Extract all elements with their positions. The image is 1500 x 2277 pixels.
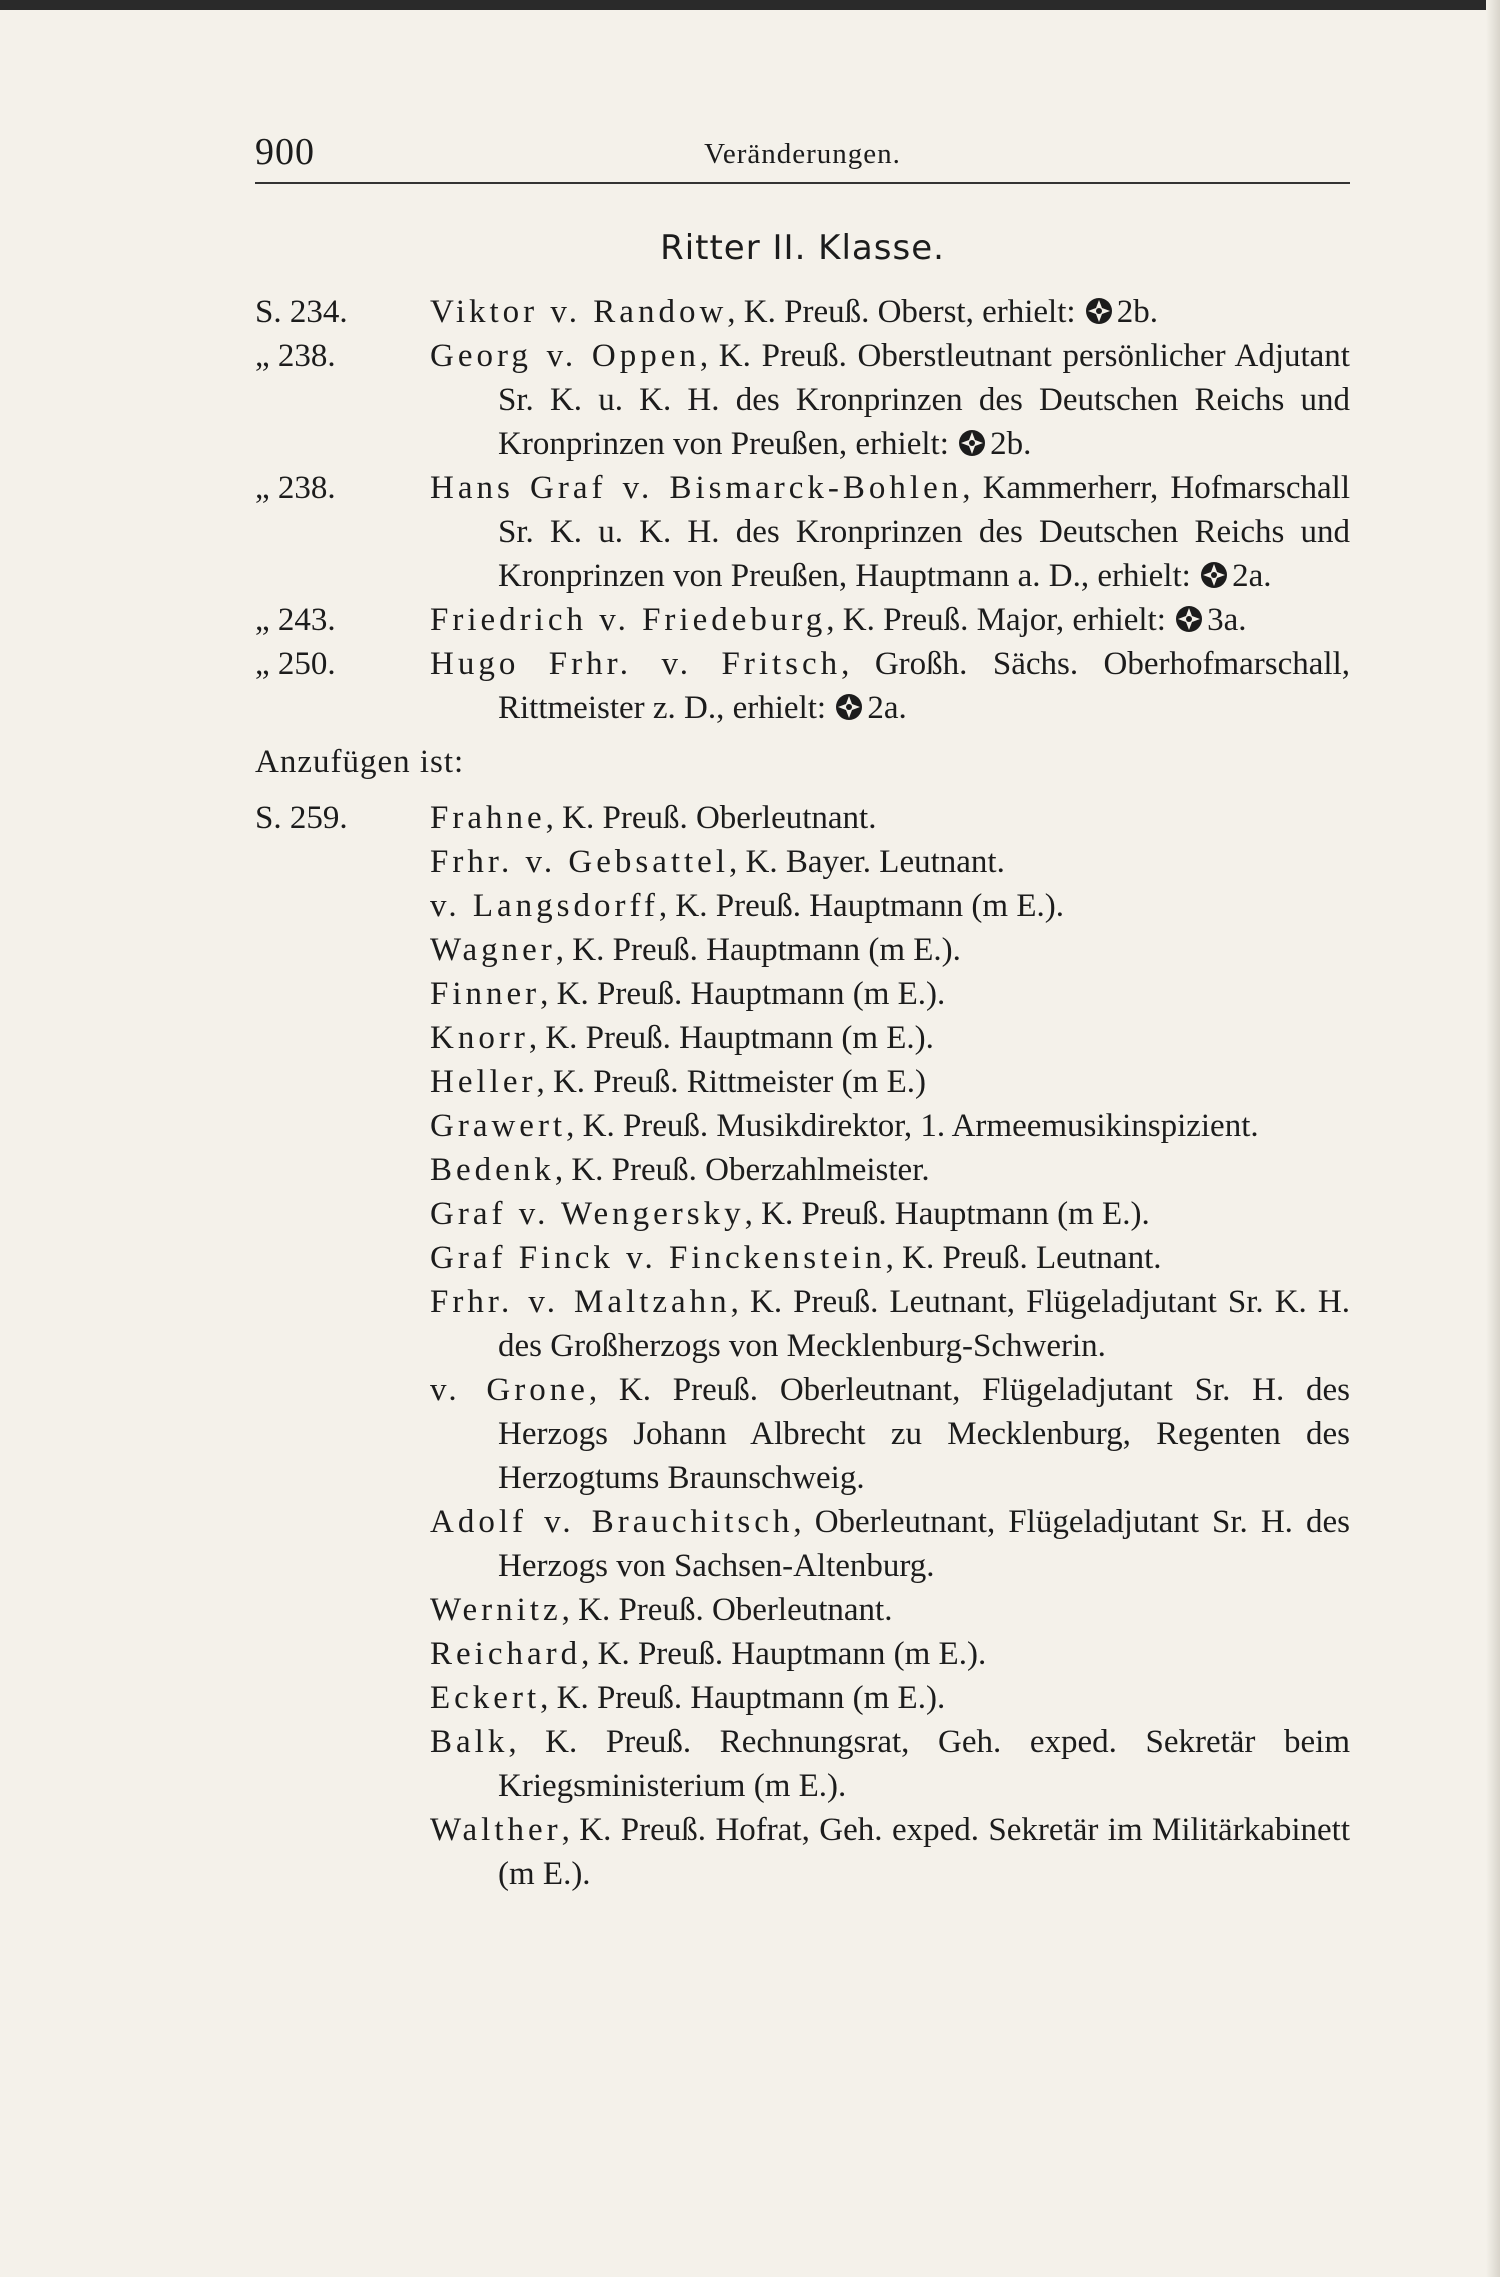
order-cross-icon (1174, 604, 1204, 634)
person-name: Friedrich v. Friedeburg (430, 602, 827, 638)
page-top-edge (0, 0, 1500, 10)
page-reference: „ 250. (255, 646, 336, 682)
entry-text (430, 796, 1350, 840)
entry-description: , K. Preuß. Oberleutnant. (545, 800, 877, 836)
entry-text (430, 840, 1350, 884)
list-item (255, 1720, 1350, 1808)
person-name: v. Grone (430, 1372, 589, 1408)
order-cross-icon (1199, 560, 1229, 590)
list-item (255, 1236, 1350, 1280)
change-entry (255, 290, 1350, 334)
list-item (255, 1588, 1350, 1632)
entry-description: , Kammerherr, Hofmarschall Sr. K. u. K. H. des Kronprinzen des Deutschen Reichs und Kronprinzen von Preußen, Hauptmann a. D., erhielt: (498, 470, 1350, 594)
page-right-edge (1486, 0, 1500, 2277)
list-item (255, 1060, 1350, 1104)
entry-description: , K. Preuß. Oberstleutnant persönlicher Adjutant Sr. K. u. K. H. des Kronprinzen des Deutschen Reichs und Kronprinzen von Preußen, erhielt: (498, 338, 1350, 462)
person-name: v. Langsdorff (430, 888, 659, 924)
entry-text (430, 1148, 1350, 1192)
list-item (255, 1676, 1350, 1720)
entry-description: , K. Bayer. Leutnant. (729, 844, 1005, 880)
entry-text (430, 928, 1350, 972)
entry-text (430, 884, 1350, 928)
list-item (255, 1148, 1350, 1192)
entry-text (430, 1676, 1350, 1720)
entry-text (430, 1808, 1350, 1896)
entry-text (430, 1104, 1350, 1148)
list-item (255, 1632, 1350, 1676)
person-name: Grawert (430, 1108, 567, 1144)
entry-text (430, 1368, 1350, 1500)
entry-description: , K. Preuß. Hauptmann (m E.). (581, 1636, 987, 1672)
person-name: Frhr. v. Maltzahn (430, 1284, 731, 1320)
order-cross-icon (1084, 296, 1114, 326)
entry-text (430, 1016, 1350, 1060)
change-entry (255, 598, 1350, 642)
list-item (255, 928, 1350, 972)
additions-intro: Anzufügen ist: (255, 744, 465, 780)
entry-text (430, 1632, 1350, 1676)
entry-text (430, 1236, 1350, 1280)
person-name: Wernitz (430, 1592, 562, 1628)
person-name: Walther (430, 1812, 562, 1848)
list-item (255, 1016, 1350, 1060)
order-cross-icon (834, 692, 864, 722)
person-name: Adolf v. Brauchitsch (430, 1504, 794, 1540)
entry-text (430, 972, 1350, 1016)
person-name: Hugo Frhr. v. Fritsch (430, 646, 842, 682)
entry-text (430, 290, 1350, 334)
running-title: Veränderungen. (704, 138, 901, 170)
person-name: Finner (430, 976, 541, 1012)
entry-text (430, 1720, 1350, 1808)
page-reference: S. 259. (255, 800, 348, 836)
page-reference: „ 238. (255, 470, 336, 506)
entry-description: , K. Preuß. Hauptmann (m E.). (555, 932, 961, 968)
award-class: 2a. (1232, 558, 1272, 594)
list-item (255, 796, 1350, 840)
entry-description: , K. Preuß. Rittmeister (m E.) (536, 1064, 926, 1100)
person-name: Frhr. v. Gebsattel (430, 844, 729, 880)
award-class: 2b. (1116, 294, 1159, 330)
list-item (255, 1808, 1350, 1896)
entry-description: , K. Preuß. Oberzahlmeister. (554, 1152, 930, 1188)
award-class: 3a. (1207, 602, 1247, 638)
person-name: Eckert (430, 1680, 541, 1716)
page-number: 900 (255, 131, 315, 173)
entry-text (430, 642, 1350, 730)
entry-description: , K. Preuß. Hauptmann (m E.). (744, 1196, 1150, 1232)
person-name: Graf Finck v. Finckenstein (430, 1240, 886, 1276)
additions-list (255, 796, 1350, 1896)
entry-description: , K. Preuß. Hofrat, Geh. exped. Sekretär im Militärkabinett (m E.). (498, 1812, 1350, 1892)
change-entry (255, 642, 1350, 730)
award-class: 2b. (990, 426, 1032, 462)
entry-text (430, 334, 1350, 466)
entry-text (430, 1192, 1350, 1236)
person-name: Knorr (430, 1020, 529, 1056)
person-name: Georg v. Oppen (430, 338, 700, 374)
person-name: Hans Graf v. Bismarck-Bohlen (430, 470, 963, 506)
header-rule (255, 182, 1350, 184)
entry-description: , K. Preuß. Oberleutnant, Flügeladjutant Sr. H. des Herzogs Johann Albrecht zu Mecklenburg, Regenten des Herzogtums Braunschweig. (498, 1372, 1350, 1496)
person-name: Graf v. Wengersky (430, 1196, 745, 1232)
list-item (255, 972, 1350, 1016)
person-name: Balk (430, 1724, 509, 1760)
page-content (255, 290, 1350, 1896)
person-name: Heller (430, 1064, 537, 1100)
person-name: Frahne (430, 800, 546, 836)
entry-description: , K. Preuß. Major, erhielt: (826, 602, 1175, 638)
entry-description: , K. Preuß. Hauptmann (m E.). (540, 1680, 946, 1716)
entry-text (430, 1280, 1350, 1368)
change-entry (255, 466, 1350, 598)
entry-description: , Großh. Sächs. Oberhofmarschall, Rittmeister z. D., erhielt: (498, 646, 1351, 726)
entry-description: , K. Preuß. Hauptmann (m E.). (540, 976, 946, 1012)
list-item (255, 884, 1350, 928)
list-item (255, 1280, 1350, 1368)
entry-text (430, 1588, 1350, 1632)
list-item (255, 1500, 1350, 1588)
entry-description: , K. Preuß. Oberst, erhielt: (727, 294, 1084, 330)
page-reference: S. 234. (255, 294, 348, 330)
entry-description: , K. Preuß. Rechnungsrat, Geh. exped. Sekretär beim Kriegsministerium (m E.). (498, 1724, 1350, 1804)
list-item (255, 1104, 1350, 1148)
change-entry (255, 334, 1350, 466)
list-item (255, 840, 1350, 884)
entry-text (430, 1500, 1350, 1588)
person-name: Wagner (430, 932, 556, 968)
entry-description: , K. Preuß. Hauptmann (m E.). (528, 1020, 934, 1056)
entry-description: , Oberleutnant, Flügeladjutant Sr. H. des Herzogs von Sachsen-Altenburg. (498, 1504, 1351, 1584)
entry-description: , K. Preuß. Oberleutnant. (561, 1592, 893, 1628)
list-item (255, 1368, 1350, 1500)
entry-text (430, 466, 1350, 598)
entry-description: , K. Preuß. Hauptmann (m E.). (658, 888, 1064, 924)
person-name: Viktor v. Randow (430, 294, 728, 330)
person-name: Reichard (430, 1636, 582, 1672)
section-title: Ritter II. Klasse. (660, 228, 945, 268)
entry-description: , K. Preuß. Musikdirektor, 1. Armeemusikinspizient. (566, 1108, 1259, 1144)
page-reference: „ 243. (255, 602, 336, 638)
entry-description: , K. Preuß. Leutnant. (885, 1240, 1162, 1276)
entry-description: , K. Preuß. Leutnant, Flügeladjutant Sr. K. H. des Großherzogs von Mecklenburg-Schwerin. (498, 1284, 1350, 1364)
page-reference: „ 238. (255, 338, 336, 374)
entry-text (430, 1060, 1350, 1104)
award-class: 2a. (867, 690, 907, 726)
order-cross-icon (957, 428, 987, 458)
entry-text (430, 598, 1350, 642)
person-name: Bedenk (430, 1152, 555, 1188)
list-item (255, 1192, 1350, 1236)
running-head (255, 130, 1350, 182)
